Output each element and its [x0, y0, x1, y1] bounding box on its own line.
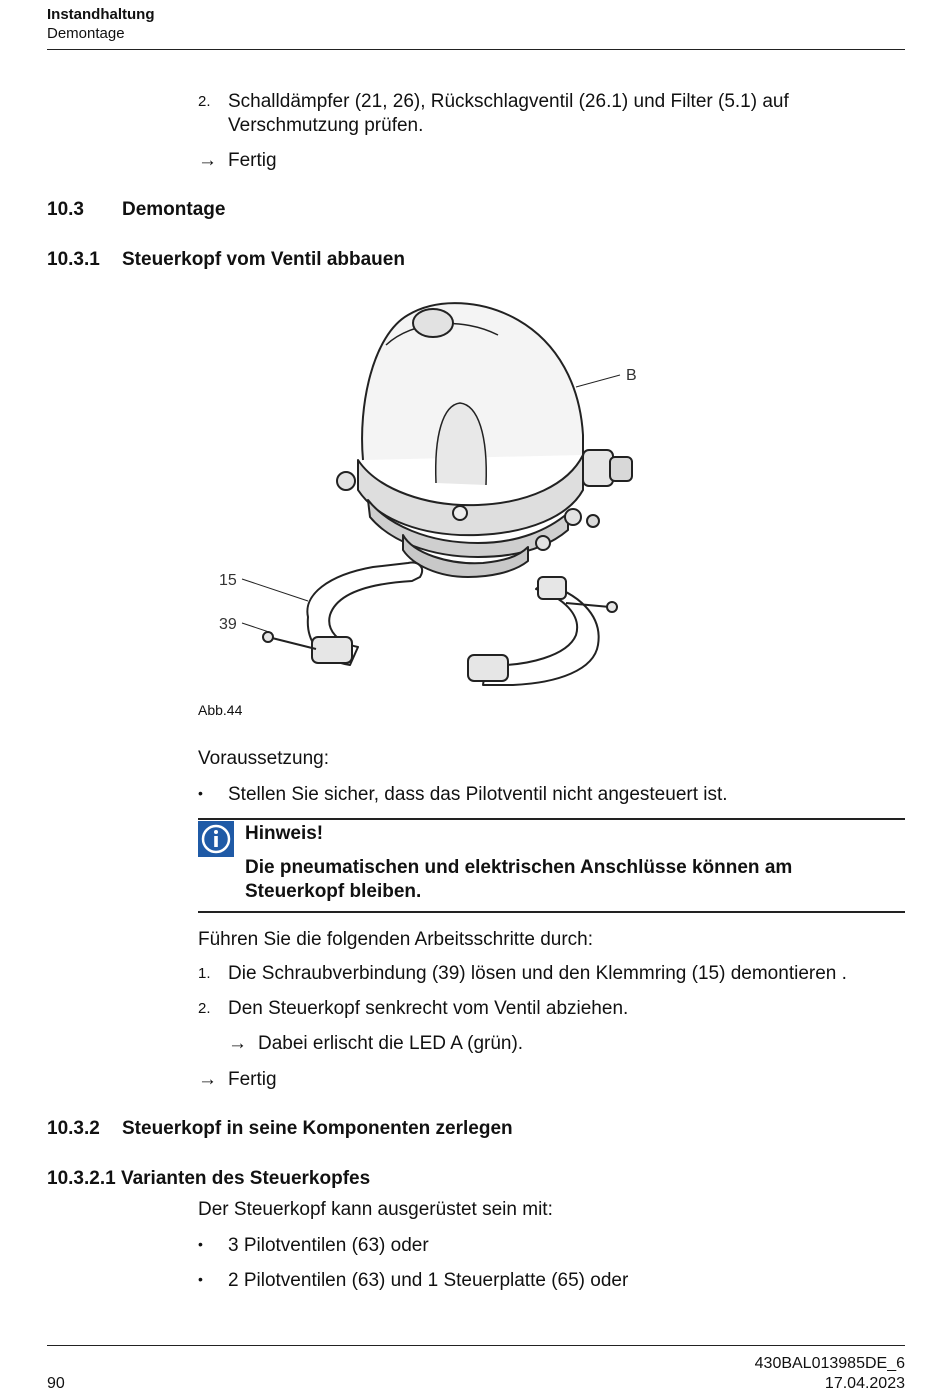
- bullet-marker: •: [198, 785, 203, 801]
- footer-rule: [47, 1345, 905, 1346]
- done-label: Fertig: [228, 1069, 277, 1090]
- step-number: 2.: [198, 93, 211, 110]
- note-title: Hinweis!: [245, 823, 324, 844]
- step-text: Den Steuerkopf senkrecht vom Ventil abziehen.: [228, 998, 629, 1019]
- subsubsection-heading: 10.3.2.1 Varianten des Steuerkopfes: [47, 1168, 371, 1189]
- running-header-title: Instandhaltung: [47, 6, 155, 23]
- running-header-subtitle: Demontage: [47, 25, 125, 42]
- procedure-intro: Führen Sie die folgenden Arbeitsschritte durch:: [198, 929, 594, 950]
- note-top-rule: [198, 818, 905, 820]
- step-text: Die Schraubverbindung (39) lösen und den Klemmring (15) demontieren .: [228, 963, 847, 984]
- prerequisite-label: Voraussetzung:: [198, 748, 329, 769]
- page-number: 90: [47, 1375, 65, 1392]
- bullet-marker: •: [198, 1236, 203, 1252]
- done-label: Fertig: [228, 150, 277, 171]
- done-arrow: →: [198, 1069, 217, 1090]
- figure-label-39: 39: [219, 616, 237, 633]
- step-text-line2: Verschmutzung prüfen.: [228, 115, 424, 136]
- figure-label-15: 15: [219, 572, 237, 589]
- step-text-line1: Schalldämpfer (21, 26), Rückschlagventil (26.1) und Filter (5.1) auf: [228, 91, 789, 112]
- result-text: Dabei erlischt die LED A (grün).: [258, 1033, 524, 1054]
- control-head-illustration: [198, 285, 640, 700]
- variant-item: 2 Pilotventilen (63) und 1 Steuerplatte (65) oder: [228, 1270, 629, 1291]
- note-text-line1: Die pneumatischen und elektrischen Anschlüsse können am: [245, 857, 793, 878]
- header-rule: [47, 49, 905, 50]
- subsection-number: 10.3.1: [47, 249, 100, 270]
- subsection-title: Steuerkopf vom Ventil abbauen: [122, 249, 405, 270]
- document-id: 430BAL013985DE_6: [754, 1355, 905, 1372]
- prerequisite-item: Stellen Sie sicher, dass das Pilotventil nicht angesteuert ist.: [228, 784, 728, 805]
- bullet-marker: •: [198, 1271, 203, 1287]
- note-bottom-rule: [198, 911, 905, 913]
- figure-label-b: B: [626, 367, 637, 384]
- variant-item: 3 Pilotventilen (63) oder: [228, 1235, 429, 1256]
- variants-intro: Der Steuerkopf kann ausgerüstet sein mit:: [198, 1199, 553, 1220]
- section-number: 10.3: [47, 199, 84, 220]
- step-number: 2.: [198, 1000, 211, 1017]
- done-arrow: →: [198, 150, 217, 171]
- note-text-line2: Steuerkopf bleiben.: [245, 881, 422, 902]
- subsection-number: 10.3.2: [47, 1118, 100, 1139]
- subsection-title: Steuerkopf in seine Komponenten zerlegen: [122, 1118, 513, 1139]
- document-date: 17.04.2023: [824, 1375, 905, 1392]
- info-icon: [198, 821, 234, 857]
- control-head-drawing: [198, 285, 640, 700]
- section-title: Demontage: [122, 199, 226, 220]
- step-number: 1.: [198, 965, 211, 982]
- result-arrow: →: [228, 1033, 247, 1054]
- figure-caption: Abb.44: [198, 702, 243, 718]
